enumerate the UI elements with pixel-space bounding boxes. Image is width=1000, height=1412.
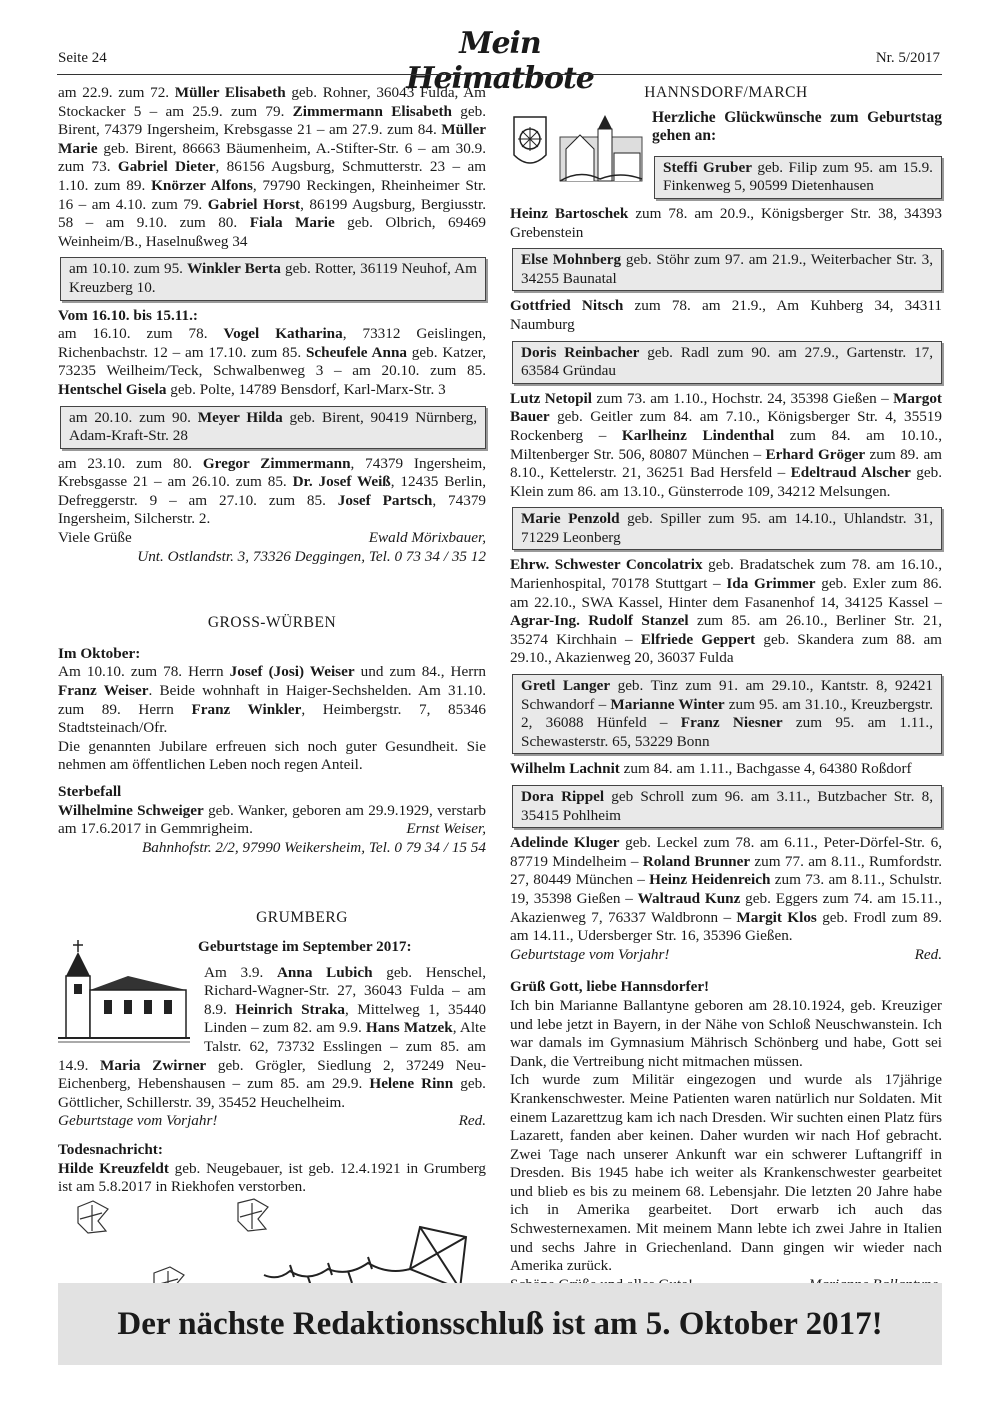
paragraph: Die genannten Jubilare erfreuen sich noch guter Gesundheit. Sie nehmen am öffentlichen Leben noch regen Anteil.	[58, 737, 486, 774]
person-name: Dr. Josef Weiß	[292, 473, 391, 491]
person-name: Hilde Kreuzfeldt	[58, 1159, 169, 1177]
text-run: geb. Bradatschek zum 78. am 16.10., Marienhospital, 70178 Stuttgart –	[510, 556, 942, 593]
section-title: GROSS-WÜRBEN	[207, 614, 337, 632]
text-run: am 23.10. zum 80.	[58, 454, 203, 472]
person-name: Scheufele Anna	[305, 343, 407, 361]
text-run: , 73312 Geislingen, Richenbachstr. 12 – am 17.10. zum 85.	[58, 325, 487, 361]
leaf-icon	[78, 1201, 108, 1233]
person-name: Elfriede Geppert	[640, 630, 756, 648]
person-name: Müller Marie	[58, 121, 486, 157]
text-run: , Mittelweg 1, 35440 Linden – zum 82. am 9.9.	[204, 1000, 487, 1037]
right-column	[510, 84, 942, 1313]
text-run: zum 78. am 21.9., Am Kuhberg 34, 34311 Naumburg	[510, 297, 942, 333]
birthday-entry	[510, 297, 942, 334]
person-name: Marie Penzold	[521, 510, 620, 528]
signature	[58, 529, 486, 548]
kite-icon	[264, 1227, 466, 1289]
text-run: zum 84. am 1.11., Bachgasse 4, 64380 Roßdorf	[619, 760, 912, 778]
text-run: , 86156 Augsburg, Schmutterstr. 23 – am 1.10. zum 89.	[58, 158, 487, 194]
person-name: Adelinde Kluger	[510, 834, 620, 852]
person-name: Agrar-Ing. Rudolf Stanzel	[510, 612, 689, 630]
text-run: geb. Leckel zum 78. am 6.11., Peter-Dörfel-Str. 6, 87719 Mindelheim –	[510, 834, 942, 870]
text-run: geb. Henschel, Richard-Wagner-Str. 27, 36043 Fulda – am 8.9.	[204, 963, 486, 1018]
person-name: Gabriel Horst	[207, 195, 301, 213]
person-name: Zimmermann Elisabeth	[292, 102, 452, 120]
text-run: geb. Frodl zum 89. am 14.11., Udersberger Str. 16, 35396 Gießen.	[510, 908, 943, 945]
note-line	[58, 1112, 486, 1131]
text-run: geb. Olbrich, 69469 Weinheim/B., Haselnußweg 34	[58, 214, 487, 250]
person-name: Margot Bauer	[510, 389, 942, 426]
editor-mark: Red.	[458, 1112, 486, 1130]
person-name: Gretl Langer	[521, 677, 611, 695]
text-run: geb. Polte, 14789 Bensdorf, Karl-Marx-Str. 3	[166, 380, 446, 398]
text-run: , 74379 Ingersheim, Silcherstr. 2.	[58, 491, 486, 528]
text-run: geb. Klein zum 86. am 13.10., Günsterrode 109, 34212 Melsungen.	[510, 464, 942, 500]
person-name: Franz Winkler	[191, 700, 302, 718]
person-name: Maria Zwirner	[100, 1056, 207, 1074]
text-run: geb Schroll zum 96. am 3.11., Butzbacher Str. 8, 35415 Pohlheim	[521, 788, 934, 824]
text-run: geb. Tinz zum 91. am 29.10., Kantstr. 8, 92421 Schwandorf –	[521, 677, 934, 713]
text-run: Am 3.9.	[204, 963, 277, 981]
person-name: Anna Lubich	[276, 963, 373, 981]
letter-heading: Grüß Gott, liebe Hannsdorfer!	[510, 978, 710, 996]
person-name: Roland Brunner	[642, 852, 751, 870]
masthead-logo: Mein Heimatbote	[406, 26, 594, 96]
text-run: geb. Rotter, 36119 Neuhof, Am Kreuzberg 10.	[69, 260, 477, 296]
death-notice	[58, 802, 486, 839]
text-run: zum 95. am 1.11., Schewasterstr. 65, 53229 Bonn	[521, 714, 933, 750]
text-run: zum 73. am 8.11., Schulstr. 19, 35398 Gießen –	[510, 871, 942, 907]
person-name: Müller Elisabeth	[174, 84, 286, 101]
text-run: geb. Eggers zum 74. am 15.11., Akazienweg 7, 76337 Waldbronn –	[510, 889, 942, 926]
text-run: , Alte Talstr. 62, 73732 Esslingen – zum 85. am 14.9.	[58, 1019, 486, 1074]
person-name: Wilhelm Lachnit	[510, 760, 620, 778]
letter-paragraph: Ich bin Marianne Ballantyne geboren am 28.10.1924, geb. Kreuziger und lebe jetzt in Bayern, in der Nähe von Schloß Neuschwanstein. Ich war damals im Gymnasium Mährisch Schönberg und habe, Gott sei Dank, die Vertreibung nicht mitmachen müssen.	[510, 996, 942, 1070]
person-name: Franz Niesner	[680, 714, 783, 732]
text-run: zum 85. am 26.10., Berliner Str. 21, 35274 Kirchhain –	[510, 612, 942, 648]
person-name: Gregor Zimmermann	[202, 454, 351, 472]
note: Geburtstage vom Vorjahr!	[58, 1112, 218, 1130]
text-run: geb. Spiller zum 95. am 14.10., Uhlandstr. 31, 71229 Leonberg	[521, 510, 933, 546]
birthday-entry	[510, 556, 942, 668]
text-run: am 16.10. zum 78.	[58, 325, 224, 343]
letter-paragraph: Ich wurde zum Militär eingezogen und wurde als 17jährige Krankenschwester. Meine Patienten waren natürlich nur Soldaten. Mit einem Lazarettzug kam ich nach Dresden. Wir suchten einen Platz fürs Lazarett, fanden aber keinen. Daher wurden wir nach Hof gebracht. Zwei Tage nach unserer Ankunft war ein schwerer Luftangriff in Dresden. Bis 1945 habe ich weiter als Krankenschwester gearbeitet und blieb es bis zu meinem 68. Lebensjahr. Die letzten 20 Jahre habe ich in Amerika gearbeitet. Dort erwarb ich auch das Schwesternexamen. Mit meinem Mann lebte ich zwei Jahre in Italien und sechs Jahre in Griechenland. Dann gingen wir wieder nach Amerika zurück.	[510, 1071, 942, 1275]
person-name: Hentschel Gisela	[58, 380, 167, 398]
highlight-box	[60, 406, 486, 449]
section-title: HANNSDORF/MARCH	[644, 84, 808, 101]
birthday-list	[58, 84, 486, 251]
text-run: geb. Rohner, 36043 Fulda, Am Stockacker 5 – am 25.9. zum 79.	[58, 84, 486, 120]
note: Geburtstage vom Vorjahr!	[510, 945, 670, 963]
section-subheading: Geburtstage im September 2017:	[198, 937, 412, 955]
person-name: Edeltraud Alscher	[790, 464, 911, 482]
highlight-box	[60, 257, 486, 300]
person-name: Ida Grimmer	[726, 575, 816, 593]
left-column	[58, 84, 486, 1327]
person-name: Franz Weiser	[58, 682, 149, 700]
person-name: Doris Reinbacher	[521, 343, 640, 361]
signature-address: Bahnhofstr. 2/2, 97990 Weikersheim, Tel. 0 79 34 / 15 54	[142, 838, 486, 856]
hannsdorf-header	[510, 109, 942, 205]
person-name: Knörzer Alfons	[151, 176, 253, 194]
text-run: geb. Radl zum 90. am 27.9., Gartenstr. 17, 63584 Gründau	[521, 343, 933, 380]
section-title: GRUMBERG	[256, 909, 348, 927]
text-run: geb. Neugebauer, ist geb. 12.4.1921 in Grumberg ist am 5.8.2017 in Riekhofen verstorben.	[58, 1159, 487, 1196]
person-name: Margit Klos	[736, 908, 817, 926]
death-heading: Todesnachricht:	[58, 1140, 163, 1158]
text-run: , Heimbergstr. 7, 85346 Stadtsteinach/Ofr.	[58, 700, 486, 737]
person-name: Heinz Heidenreich	[649, 871, 771, 889]
text-run: geb. Katzer, 73235 Weilheim/Teck, Schwalbenweg 3 – am 20.10. zum 85.	[58, 343, 486, 380]
person-name: Erhard Gröger	[765, 445, 866, 463]
person-name: Else Mohnberg	[521, 251, 622, 269]
text-run: geb. Filip zum 95. am 15.9. Finkenweg 5, 90599 Dietenhausen	[663, 158, 933, 195]
text-run: geb. Stöhr zum 97. am 21.9., Weiterbacher Str. 3, 34255 Baunatal	[521, 251, 933, 287]
person-name: Wilhelmine Schweiger	[58, 801, 204, 819]
text-run: , 74379 Ingersheim, Krebsgasse 21 – am 26.10. zum 85.	[58, 454, 487, 491]
issue-number: Nr. 5/2017	[875, 50, 940, 66]
person-name: Helene Rinn	[369, 1075, 454, 1093]
person-name: Josef (Josi) Weiser	[229, 663, 355, 681]
birthday-list	[58, 455, 486, 529]
text-run: geb. Skandera zum 88. am 29.10., Akazienweg 20, 36037 Fulda	[510, 630, 942, 667]
section-subheading: Im Oktober:	[58, 644, 141, 662]
person-name: Heinrich Straka	[235, 1000, 345, 1018]
highlight-box	[512, 341, 942, 384]
editor-mark: Red.	[914, 945, 942, 963]
birthday-list	[58, 325, 486, 399]
text-run: zum 73. am 1.10., Hochstr. 24, 35398 Gießen –	[592, 389, 894, 407]
birthday-entry	[510, 205, 942, 242]
birthday-entry	[510, 760, 942, 779]
person-name: Josef Partsch	[337, 491, 433, 509]
text-run: . Beide wohnhaft in Haiger-Sechshelden. Am 31.10. zum 89. Herrn	[58, 682, 486, 718]
signature-name: Ernst Weiser,	[406, 820, 486, 838]
text-run: Am 10.10. zum 78. Herrn	[58, 663, 230, 681]
text-run: geb. Wanker, geboren am 29.9.1929, verstarb am 17.6.2017 in Gemmrigheim.	[58, 801, 486, 838]
greeting: Viele Grüße	[58, 529, 132, 547]
highlight-box	[654, 156, 942, 199]
text-run: am 20.10. zum 90.	[69, 408, 198, 426]
text-run: geb. Birent, 86663 Bäumenheim, A.-Stifter-Str. 6 – am 30.9. zum 73.	[58, 139, 486, 176]
period-heading: Vom 16.10. bis 15.11.:	[58, 306, 198, 324]
person-name: Steffi Gruber	[663, 158, 752, 176]
text-run: zum 84. am 10.10., Miltenberger Str. 506, 80807 München –	[510, 426, 943, 463]
person-name: Gottfried Nitsch	[510, 297, 624, 315]
deadline-text: Der nächste Redaktionsschluß ist am 5. Oktober 2017!	[117, 1305, 883, 1342]
person-name: Marianne Winter	[610, 695, 725, 713]
text-run: , 86199 Augsburg, Bergiusstr. 58 – am 9.10. zum 80.	[58, 195, 486, 232]
person-name: Waltraud Kunz	[637, 889, 741, 907]
text-run: am 10.10. zum 95.	[69, 260, 188, 278]
death-heading: Sterbefall	[58, 783, 122, 800]
person-name: Lutz Netopil	[510, 389, 592, 407]
person-name: Heinz Bartoschek	[510, 204, 629, 222]
highlight-box	[512, 248, 942, 291]
text-run: zum 89. am 8.10., Kettelerstr. 21, 36251 Bad Hersfeld –	[510, 445, 942, 482]
highlight-box	[512, 507, 942, 550]
person-name: Hans Matzek	[365, 1019, 453, 1037]
church-illustration	[58, 938, 198, 1056]
person-name: Ehrw. Schwester Concolatrix	[510, 556, 703, 574]
text-run: , 12435 Berlin, Defreggerstr. 9 – am 27.10. zum 85.	[58, 473, 486, 509]
highlight-box	[512, 674, 942, 754]
person-name: Fiala Marie	[249, 214, 335, 232]
text-run: zum 78. am 20.9., Königsberger Str. 38, 34393 Grebenstein	[510, 204, 942, 241]
signature-name: Ewald Mörixbauer,	[368, 529, 486, 547]
text-run: und zum 84., Herrn	[354, 663, 486, 681]
person-name: Gabriel Dieter	[117, 158, 216, 176]
text-run: geb. Birent, 90419 Nürnberg, Adam-Kraft-Str. 28	[69, 408, 477, 445]
crest-illustration	[510, 109, 644, 191]
text-run: am 22.9. zum 72.	[58, 84, 175, 101]
text-run: geb. Birent, 74379 Ingersheim, Krebsgasse 21 – am 27.9. zum 84.	[58, 102, 487, 139]
text-run: geb. Göttlicher, Schillerstr. 39, 35452 Heuchelheim.	[58, 1075, 486, 1111]
person-name: Meyer Hilda	[197, 408, 283, 426]
text-run: geb. Geitler zum 84. am 7.10., Königsberger Str. 4, 35519 Rockenberg –	[510, 408, 942, 444]
signature-address: Unt. Ostlandstr. 3, 73326 Deggingen, Tel. 0 73 34 / 35 12	[137, 547, 486, 565]
person-name: Karlheinz Lindenthal	[621, 426, 775, 444]
person-name: Winkler Berta	[187, 260, 281, 278]
birthday-entry	[510, 834, 942, 946]
person-name: Vogel Katharina	[223, 325, 343, 343]
person-name: Dora Rippel	[521, 788, 605, 805]
text-run: geb. Grögler, Siedlung 2, 37249 Neu-Eichenberg, Hebenshausen – zum 85. am 29.9.	[58, 1056, 487, 1093]
header-rule	[57, 74, 942, 75]
note-line	[510, 946, 942, 965]
text-run: , 79790 Reckingen, Rheinheimer Str. 16 – am 4.10. zum 79.	[58, 176, 486, 213]
leaf-icon	[238, 1199, 268, 1231]
highlight-box	[512, 785, 942, 828]
birthday-entry	[510, 390, 942, 502]
page-number: Seite 24	[58, 50, 107, 66]
birthday-list	[58, 663, 486, 737]
text-run: zum 95. am 31.10., Kreuzbergstr. 2, 36088 Hünfeld –	[521, 695, 933, 732]
congrats-heading: Herzliche Glückwünsche zum Geburtstag gehen an:	[652, 108, 942, 145]
text-run: zum 77. am 8.11., Rumfordstr. 27, 80449 München –	[510, 852, 942, 889]
death-notice	[58, 1160, 486, 1197]
text-run: geb. Exler zum 86. am 22.10., SWA Kassel, Hinter dem Fasanenhof 14, 34125 Kassel –	[510, 575, 943, 611]
deadline-banner	[58, 1283, 942, 1365]
